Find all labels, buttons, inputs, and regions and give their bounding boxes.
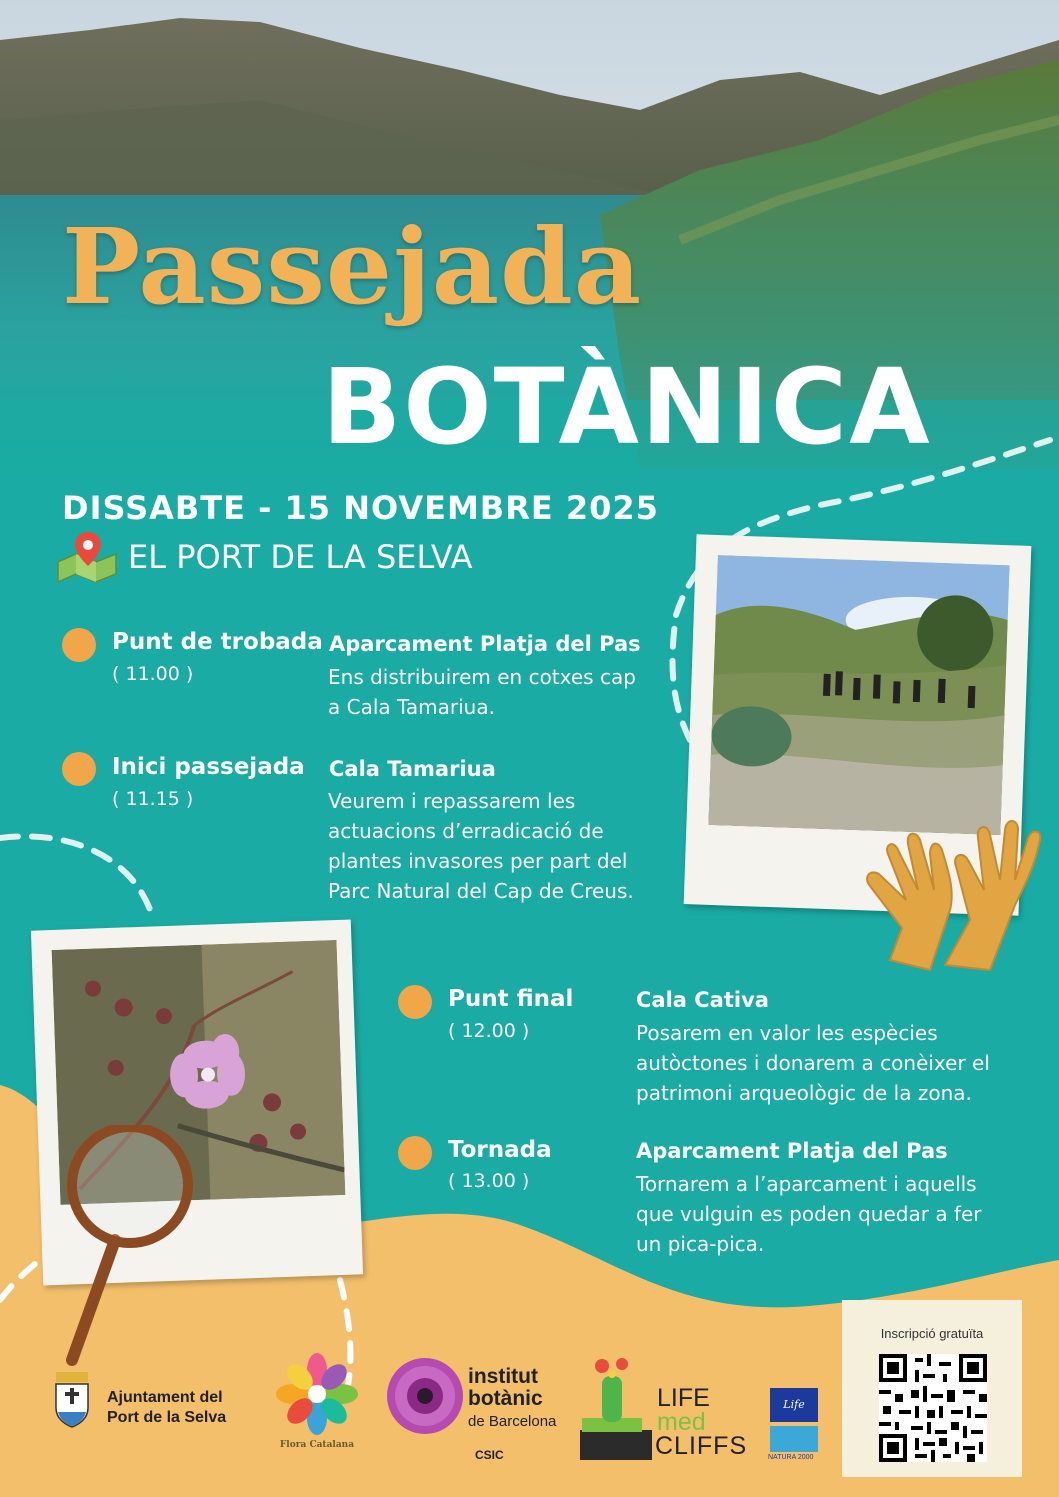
schedule-step-time: ( 12.00 ) [448,1020,530,1042]
flora-catalana-text: Flora Catalana [279,1440,355,1450]
eu-flag-icon [770,1388,818,1422]
eu-life-text: Life [783,1398,805,1411]
ajuntament-shield-icon [52,1372,92,1428]
ibb-line2: botànic [468,1387,543,1410]
schedule-step-time: ( 13.00 ) [448,1170,530,1192]
natura-2000-text: NATURA 2000 [768,1454,814,1461]
schedule-location: Cala Cativa [636,988,769,1012]
schedule-location: Aparcament Platja del Pas [329,632,641,656]
schedule-location: Aparcament Platja del Pas [636,1139,948,1163]
life-logo-line1: LIFE [657,1384,710,1412]
life-medcliffs-plant-icon [580,1358,652,1462]
ibb-flower-logo-icon [385,1356,465,1436]
ibb-line3: de Barcelona [468,1413,557,1430]
schedule-step-name: Punt de trobada [112,629,323,655]
life-logo-line3: CLIFFS [655,1432,748,1460]
schedule-dot [398,1136,432,1170]
schedule-step-name: Inici passejada [112,754,305,780]
schedule-dot [62,752,96,786]
schedule-description: Posarem en valor les espècies autòctones i donarem a conèixer el patrimoni arqueològic de la zona. [636,1021,990,1105]
schedule-description: Ens distribuirem en cotxes cap a Cala Tamariua. [328,665,636,719]
schedule-dot [398,985,432,1019]
schedule-description: Tornarem a l’aparcament i aquells que vulguin es poden quedar a fer un pica-pica. [636,1172,982,1256]
schedule-dot [62,628,96,662]
natura-2000-icon [770,1426,818,1452]
hike-photo [708,555,1009,835]
magnifying-glass-icon [60,1125,210,1370]
title-botanica: BOTÀNICA [322,346,932,468]
life-logo-line2: med [657,1408,706,1436]
map-pin-icon [56,530,118,582]
gardening-gloves-icon [850,810,1045,975]
title-passejada: Passejada [62,205,643,328]
ibb-line1: institut [468,1365,538,1388]
schedule-step-time: ( 11.00 ) [112,663,194,685]
schedule-location: Cala Tamariua [329,757,496,781]
csic-logo-text: CSIC [475,1448,504,1462]
schedule-step-name: Punt final [448,986,574,1012]
flora-catalana-logo-icon [275,1352,359,1436]
schedule-step-name: Tornada [448,1137,552,1163]
event-place: EL PORT DE LA SELVA [128,538,473,576]
schedule-description: Veurem i repassarem les actuacions d’erradicació de plantes invasores per part del Parc Natural del Cap de Creus. [328,789,634,903]
ajuntament-logo-text: Ajuntament del Port de la Selva [107,1389,227,1426]
event-date: DISSABTE - 15 NOVEMBRE 2025 [62,489,659,527]
registration-label: Inscripció gratuïta [880,1326,984,1341]
registration-qr-code[interactable] [879,1354,987,1462]
schedule-step-time: ( 11.15 ) [112,788,194,810]
